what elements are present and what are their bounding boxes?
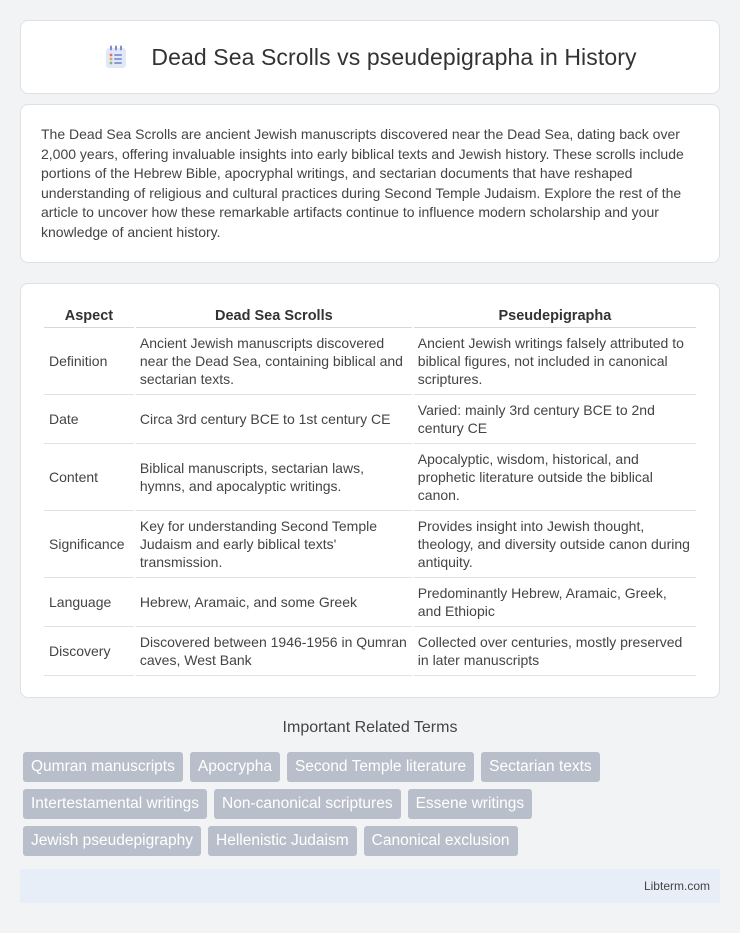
- tag-apocrypha[interactable]: Apocrypha: [190, 752, 280, 782]
- footer-site-link[interactable]: Libterm.com: [643, 879, 710, 893]
- tag-intertestamental-writings[interactable]: Intertestamental writings: [23, 789, 207, 819]
- intro-paragraph: The Dead Sea Scrolls are ancient Jewish manuscripts discovered near the Dead Sea, dating back over 2,000 years, offering invaluable insights into early biblical texts and Jewish history. These scrolls include portions of the Hebrew Bible, apocryphal writings, and sectarian documents that have reshaped understanding of religious and cultural practices during Second Temple Judaism. Explore the rest of the article to uncover how these remarkable artifacts continue to influence modern scholarship and your knowledge of ancient history.: [41, 126, 684, 240]
- tag-second-temple-literature[interactable]: Second Temple literature: [287, 752, 474, 782]
- row-aspect: Discovery: [44, 627, 134, 676]
- document-list-icon: [103, 44, 129, 70]
- tag-row: [23, 789, 723, 819]
- tag-row: [23, 826, 723, 856]
- tag-jewish-pseudepigraphy[interactable]: Jewish pseudepigraphy: [23, 826, 201, 856]
- table-row: [44, 395, 696, 444]
- row-aspect: Definition: [44, 328, 134, 395]
- related-terms-list: [23, 752, 723, 863]
- row-dead-sea-scrolls: Ancient Jewish manuscripts discovered near the Dead Sea, containing biblical and sectarian texts.: [136, 328, 412, 395]
- row-dead-sea-scrolls: Discovered between 1946-1956 in Qumran caves, West Bank: [136, 627, 412, 676]
- row-dead-sea-scrolls: Key for understanding Second Temple Judaism and early biblical texts' transmission.: [136, 511, 412, 578]
- row-pseudepigrapha: Apocalyptic, wisdom, historical, and prophetic literature outside the biblical canon.: [414, 444, 696, 511]
- row-pseudepigrapha: Provides insight into Jewish thought, theology, and diversity outside canon during antiquity.: [414, 511, 696, 578]
- row-aspect: Significance: [44, 511, 134, 578]
- intro-card: [20, 104, 720, 263]
- row-pseudepigrapha: Collected over centuries, mostly preserved in later manuscripts: [414, 627, 696, 676]
- tag-canonical-exclusion[interactable]: Canonical exclusion: [364, 826, 518, 856]
- footer: [20, 869, 720, 903]
- tag-non-canonical-scriptures[interactable]: Non-canonical scriptures: [214, 789, 401, 819]
- related-terms-title: Important Related Terms: [282, 719, 458, 736]
- row-dead-sea-scrolls: Circa 3rd century BCE to 1st century CE: [136, 395, 412, 444]
- table-row: [44, 511, 696, 578]
- row-pseudepigrapha: Predominantly Hebrew, Aramaic, Greek, and Ethiopic: [414, 578, 696, 627]
- row-aspect: Language: [44, 578, 134, 627]
- row-aspect: Date: [44, 395, 134, 444]
- page-title: Dead Sea Scrolls vs pseudepigrapha in History: [151, 43, 637, 70]
- header-dead-sea-scrolls: Dead Sea Scrolls: [136, 304, 412, 328]
- table-row: [44, 444, 696, 511]
- table-row: [44, 328, 696, 395]
- table-header-row: [44, 304, 696, 328]
- table-row: [44, 627, 696, 676]
- row-aspect: Content: [44, 444, 134, 511]
- comparison-table: [42, 304, 698, 676]
- row-pseudepigrapha: Varied: mainly 3rd century BCE to 2nd century CE: [414, 395, 696, 444]
- header-aspect: Aspect: [44, 304, 134, 328]
- tag-hellenistic-judaism[interactable]: Hellenistic Judaism: [208, 826, 357, 856]
- row-dead-sea-scrolls: Biblical manuscripts, sectarian laws, hymns, and apocalyptic writings.: [136, 444, 412, 511]
- tag-sectarian-texts[interactable]: Sectarian texts: [481, 752, 600, 782]
- tag-row: [23, 752, 723, 782]
- row-pseudepigrapha: Ancient Jewish writings falsely attributed to biblical figures, not included in canonical scriptures.: [414, 328, 696, 395]
- table-row: [44, 578, 696, 627]
- tag-essene-writings[interactable]: Essene writings: [408, 789, 533, 819]
- comparison-card: [20, 283, 720, 698]
- title-card: [20, 20, 720, 94]
- tag-qumran-manuscripts[interactable]: Qumran manuscripts: [23, 752, 183, 782]
- row-dead-sea-scrolls: Hebrew, Aramaic, and some Greek: [136, 578, 412, 627]
- header-pseudepigrapha: Pseudepigrapha: [414, 304, 696, 328]
